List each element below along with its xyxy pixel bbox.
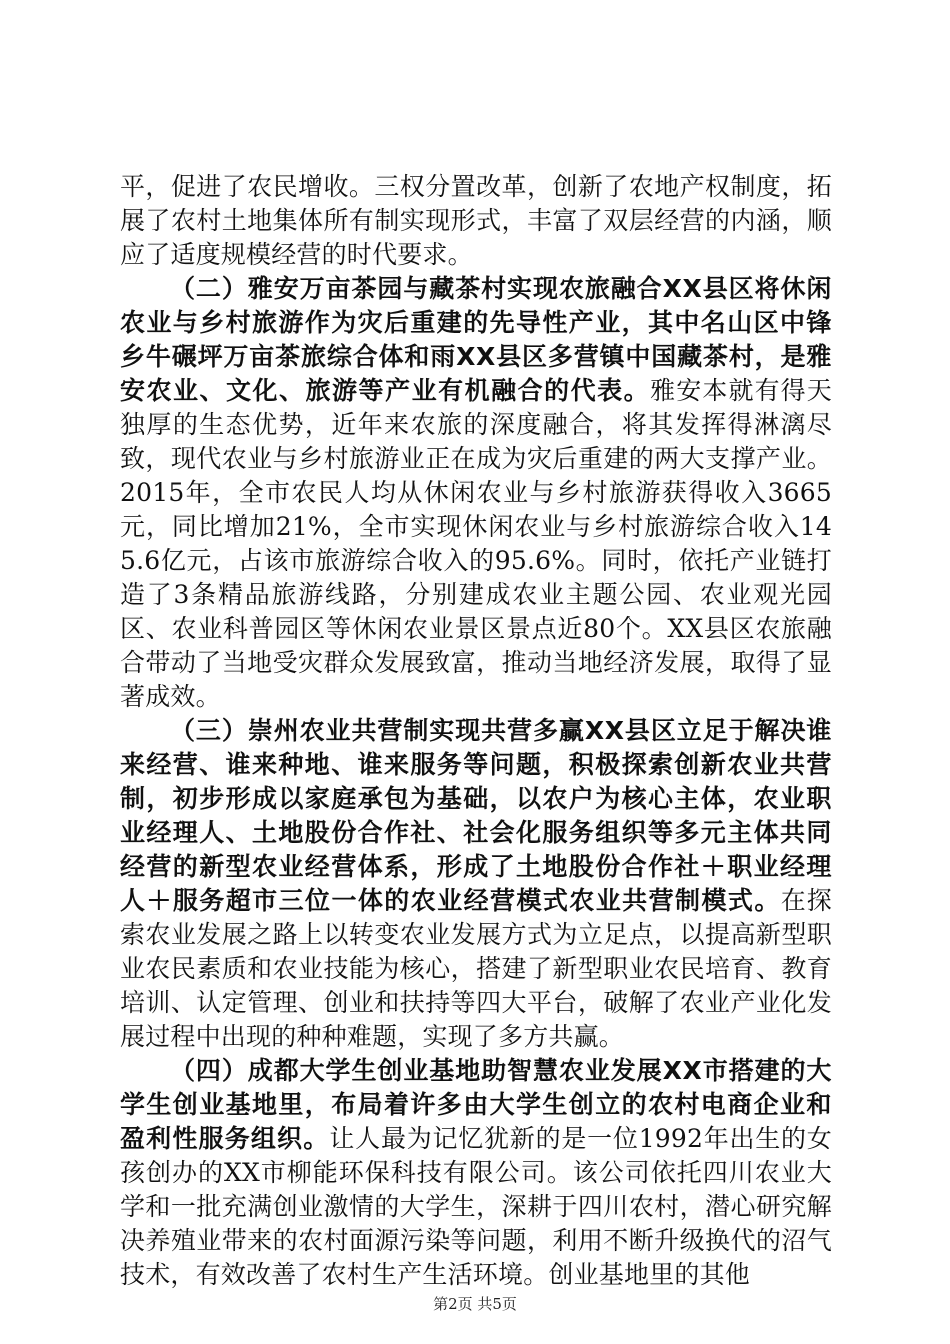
section-heading: （四）成都大学生创业基地助智慧农业发展XX市搭建的大学生创业基地里，布局着许多由大学生创立的农村电商企业和盈利性服务组织。	[120, 1056, 832, 1153]
section-heading: （二）雅安万亩茶园与藏茶村实现农旅融合XX县区将休闲农业与乡村旅游作为灾后重建的先导性产业，其中名山区中锋乡牛碾坪万亩茶旅综合体和雨XX县区多营镇中国藏茶村，是雅安农业、文化、旅游等产业有机融合的代表。	[120, 274, 832, 405]
paragraph-text: 在探索农业发展之路上以转变农业发展方式为立足点，以提高新型职业农民素质和农业技能为核心，搭建了新型职业农民培育、教育培训、认定管理、创业和扶持等四大平台，破解了农业产业化发展过程中出现的种种难题，实现了多方共赢。	[120, 886, 832, 1051]
paragraph-section-4	[120, 1054, 832, 1292]
paragraph-section-2	[120, 272, 832, 714]
page-number-footer: 第2页 共5页	[433, 1295, 517, 1313]
document-body	[120, 170, 832, 1292]
paragraph-section-3	[120, 714, 832, 1054]
paragraph-text: 平，促进了农民增收。三权分置改革，创新了农地产权制度，拓展了农村土地集体所有制实现形式，丰富了双层经营的内涵，顺应了适度规模经营的时代要求。	[120, 172, 832, 269]
paragraph-continuation	[120, 170, 832, 272]
paragraph-text: 雅安本就有得天独厚的生态优势，近年来农旅的深度融合，将其发挥得淋漓尽致，现代农业与乡村旅游业正在成为灾后重建的两大支撑产业。2015年，全市农民人均从休闲农业与乡村旅游获得收入3665元，同比增加21%，全市实现休闲农业与乡村旅游综合收入145.6亿元，占该市旅游综合收入的95.6%。同时，依托产业链打造了3条精品旅游线路，分别建成农业主题公园、农业观光园区、农业科普园区等休闲农业景区景点近80个。XX县区农旅融合带动了当地受灾群众发展致富，推动当地经济发展，取得了显著成效。	[120, 376, 832, 711]
section-heading: （三）崇州农业共营制实现共营多赢XX县区立足于解决谁来经营、谁来种地、谁来服务等问题，积极探索创新农业共营制，初步形成以家庭承包为基础，以农户为核心主体，农业职业经理人、土地股份合作社、社会化服务组织等多元主体共同经营的新型农业经营体系，形成了土地股份合作社＋职业经理人＋服务超市三位一体的农业经营模式农业共营制模式。	[120, 716, 832, 915]
paragraph-text: 让人最为记忆犹新的是一位1992年出生的女孩创办的XX市柳能环保科技有限公司。该公司依托四川农业大学和一批充满创业激情的大学生，深耕于四川农村，潜心研究解决养殖业带来的农村面源污染等问题，利用不断升级换代的沼气技术，有效改善了农村生产生活环境。创业基地里的其他	[120, 1124, 832, 1289]
